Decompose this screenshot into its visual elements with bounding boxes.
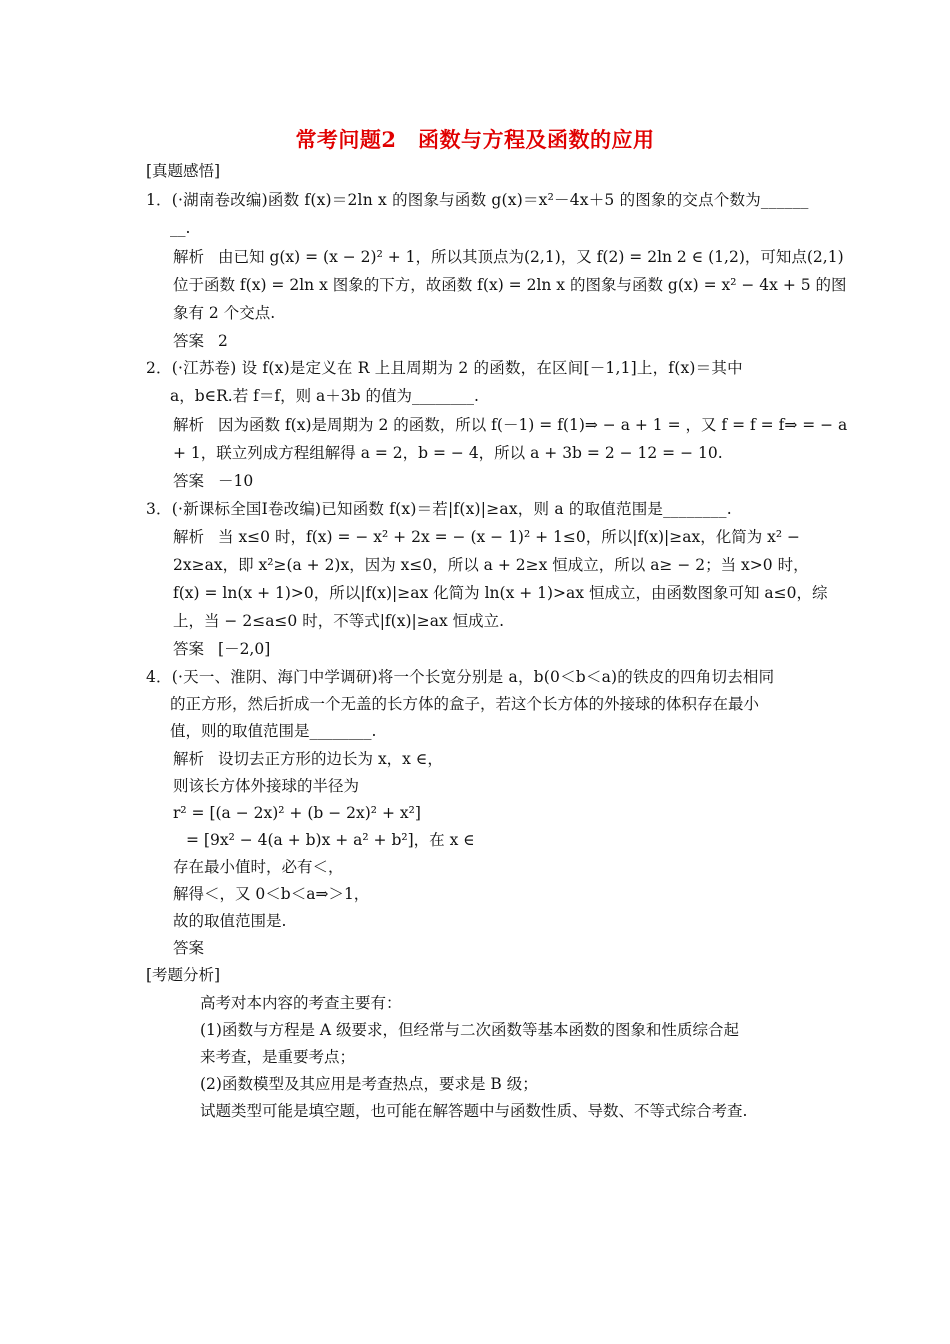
q4-solution-text1: 设切去正方形的边长为 x，x ∈， xyxy=(218,750,443,768)
q3-answer-value: [－2,0] xyxy=(218,640,271,658)
q3-solution-text1: 当 x≤0 时，f(x) = − x² + 2x = − (x − 1)² + 1≤0，所以|f(x)|≥ax，化简为 x² − xyxy=(218,528,801,546)
q3-answer-line xyxy=(173,639,270,659)
q1-stem-line1: 1．(·湖南卷改编)函数 f(x)＝2ln x 的图象与函数 g(x)＝x²－4x＋5 的图象的交点个数为______ xyxy=(146,191,809,209)
q1-solution-line2: 位于函数 f(x) = 2ln x 图象的下方，故函数 f(x) = 2ln x 的图象与函数 g(x) = x² − 4x + 5 的图 xyxy=(173,276,847,294)
q1-answer-line xyxy=(173,331,228,351)
q4-answer-line xyxy=(173,938,218,958)
q2-stem-line1: 2．(·江苏卷) 设 f(x)是定义在 R 上且周期为 2 的函数，在区间[－1,1]上，f(x)＝其中 xyxy=(146,359,743,377)
q1-answer-value: 2 xyxy=(218,332,228,350)
q3-answer-label: 答案 xyxy=(173,640,205,658)
q4-solution-line6: 解得＜，又 0＜b＜a⇒＞1， xyxy=(173,885,370,903)
section-kaoti-heading: [考题分析] xyxy=(146,966,221,984)
q1-solution-line1 xyxy=(173,247,844,267)
q1-solution-line3: 象有 2 个交点. xyxy=(173,304,276,322)
q2-answer-line xyxy=(173,471,253,491)
q4-solution-line1 xyxy=(173,749,443,769)
q1-answer-label: 答案 xyxy=(173,332,205,350)
q3-solution-line1 xyxy=(173,527,800,547)
q2-solution-line1 xyxy=(173,415,847,435)
analysis-line4: (2)函数模型及其应用是考查热点，要求是 B 级； xyxy=(200,1075,538,1093)
analysis-line3: 来考查，是重要考点； xyxy=(200,1048,356,1066)
q3-solution-label: 解析 xyxy=(173,528,205,546)
q4-stem-line2: 的正方形，然后折成一个无盖的长方体的盒子，若这个长方体的外接球的体积存在最小 xyxy=(170,695,760,713)
q1-solution-text1: 由已知 g(x) = (x − 2)² + 1，所以其顶点为(2,1)，又 f(2) = 2ln 2 ∈ (1,2)，可知点(2,1) xyxy=(218,248,844,266)
q4-solution-label: 解析 xyxy=(173,750,205,768)
q4-solution-line4: = [9x² − 4(a + b)x + a² + b²]，在 x ∈ xyxy=(186,831,475,849)
q2-solution-label: 解析 xyxy=(173,416,205,434)
q3-solution-line4: 上，当 − 2≤a≤0 时，不等式|f(x)|≥ax 恒成立. xyxy=(173,612,505,630)
q4-stem-line1: 4．(·天一、淮阴、海门中学调研)将一个长宽分别是 a，b(0＜b＜a)的铁皮的四角切去相同 xyxy=(146,668,775,686)
analysis-line5: 试题类型可能是填空题，也可能在解答题中与函数性质、导数、不等式综合考查. xyxy=(200,1102,748,1120)
analysis-line1: 高考对本内容的考查主要有： xyxy=(200,994,402,1012)
q2-answer-label: 答案 xyxy=(173,472,205,490)
analysis-line2: (1)函数与方程是 A 级要求，但经常与二次函数等基本函数的图象和性质综合起 xyxy=(200,1021,740,1039)
q2-answer-value: －10 xyxy=(218,472,254,490)
q2-stem-line2: a，b∈R.若 f＝f，则 a＋3b 的值为________. xyxy=(170,387,479,405)
q3-solution-line3: f(x) = ln(x + 1)>0，所以|f(x)|≥ax 化简为 ln(x + 1)>ax 恒成立，由函数图象可知 a≤0，综 xyxy=(173,584,828,602)
q1-stem-line2: __. xyxy=(170,219,191,237)
q4-solution-line5: 存在最小值时，必有＜， xyxy=(173,858,344,876)
page-title: 常考问题2 函数与方程及函数的应用 xyxy=(295,127,655,152)
q4-solution-line7: 故的取值范围是. xyxy=(173,912,287,930)
q1-solution-label: 解析 xyxy=(173,248,205,266)
q4-answer-label: 答案 xyxy=(173,939,205,957)
q3-stem-line1: 3．(·新课标全国Ⅰ卷改编)已知函数 f(x)＝若|f(x)|≥ax，则 a 的取值范围是________. xyxy=(146,500,732,518)
q2-solution-line2: + 1，联立列成方程组解得 a = 2，b = − 4，所以 a + 3b = 2 − 12 = − 10. xyxy=(173,444,723,462)
q4-solution-line2: 则该长方体外接球的半径为 xyxy=(173,777,360,795)
q3-solution-line2: 2x≥ax，即 x²≥(a + 2)x，因为 x≤0，所以 a + 2≥x 恒成立，所以 a≥ − 2；当 x>0 时， xyxy=(173,556,809,574)
q2-solution-text1: 因为函数 f(x)是周期为 2 的函数，所以 f(－1) = f(1)⇒ − a + 1 = ，又 f = f = f⇒ = − a xyxy=(218,416,848,434)
section-zhenti-heading: [真题感悟] xyxy=(146,162,221,180)
q4-stem-line3: 值，则的取值范围是________. xyxy=(170,722,377,740)
q4-solution-line3: r² = [(a − 2x)² + (b − 2x)² + x²] xyxy=(173,804,421,822)
